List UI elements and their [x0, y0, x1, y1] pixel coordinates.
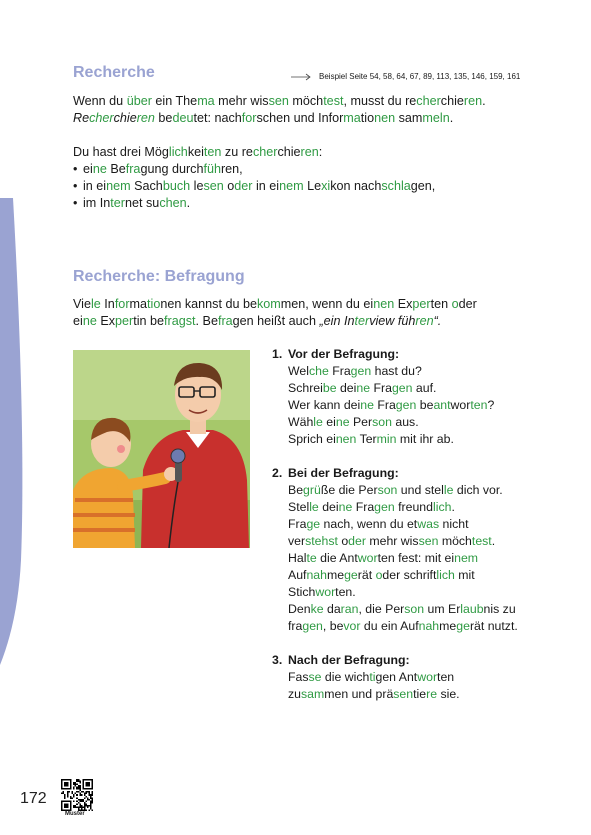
page-number: 172	[20, 790, 47, 807]
heading-befragung: Recherche: Befragung	[73, 268, 245, 285]
intro-line-2: Recherchieren bedeutet: nachforschen und Informationen sammeln.	[73, 111, 454, 125]
step-line: Begrüße die Person und stelle dich vor.	[288, 483, 503, 497]
options-list	[73, 161, 435, 212]
step-title: Bei der Befragung:	[288, 466, 399, 480]
step-block	[272, 465, 572, 635]
step-line: Wer kann deine Fragen beantworten?	[288, 398, 495, 412]
step-line: Welche Fragen hast du?	[288, 364, 422, 378]
options-intro: Du hast drei Möglichkeiten zu recherchieren:	[73, 145, 323, 159]
intro-line-1: Wenn du über ein Thema mehr wissen möchtest, musst du recherchieren.	[73, 94, 486, 108]
interview-illustration	[73, 350, 250, 548]
step-line: Sprich einen Termin mit ihr ab.	[288, 432, 454, 446]
step-line: Denke daran, die Person um Erlaubnis zu	[288, 602, 516, 616]
step-number: 2.	[272, 466, 283, 480]
step-line: zusammen und präsentiere sie.	[288, 687, 460, 701]
step-line: fragen, bevor du ein Aufnahmegerät nutzt.	[288, 619, 518, 633]
step-heading	[272, 465, 572, 482]
step-line: Halte die Antworten fest: mit einem	[288, 551, 479, 565]
step-title: Vor der Befragung:	[288, 347, 400, 361]
step-line: Schreibe deine Fragen auf.	[288, 381, 437, 395]
reference-text: Beispiel Seite 54, 58, 64, 67, 89, 113, 135, 146, 159, 161	[319, 72, 521, 81]
befragung-line-1: Viele Informationen kannst du bekommen, wenn du einen Experten oder	[73, 297, 477, 311]
step-title: Nach der Befragung:	[288, 653, 410, 667]
step-number: 3.	[272, 653, 283, 667]
list-item: • eine Befragung durchführen,	[73, 161, 435, 178]
qr-label: Muster	[65, 811, 85, 817]
step-line: Stelle deine Fragen freundlich.	[288, 500, 455, 514]
step-heading	[272, 652, 572, 669]
interview-steps	[272, 346, 572, 720]
step-block	[272, 652, 572, 703]
side-color-bar	[0, 0, 30, 835]
example-reference	[291, 72, 520, 81]
list-item: • in einem Sachbuch lesen oder in einem Lexikon nachschlagen,	[73, 178, 435, 195]
befragung-line-2: eine Expertin befragst. Befragen heißt auch „ein Interview führen“.	[73, 314, 442, 328]
step-line: verstehst oder mehr wissen möchtest.	[288, 534, 496, 548]
step-line: Aufnahmegerät oder schriftlich mit	[288, 568, 475, 582]
qr-code[interactable]	[61, 779, 93, 811]
arrow-right-icon	[291, 73, 311, 81]
step-line: Stichworten.	[288, 585, 356, 599]
step-heading	[272, 346, 572, 363]
list-item: • im Internet suchen.	[73, 195, 435, 212]
heading-recherche: Recherche	[73, 64, 155, 81]
step-line: Fasse die wichtigen Antworten	[288, 670, 455, 684]
step-line: Frage nach, wenn du etwas nicht	[288, 517, 469, 531]
step-block	[272, 346, 572, 448]
step-line: Wähle eine Person aus.	[288, 415, 419, 429]
step-number: 1.	[272, 347, 283, 361]
